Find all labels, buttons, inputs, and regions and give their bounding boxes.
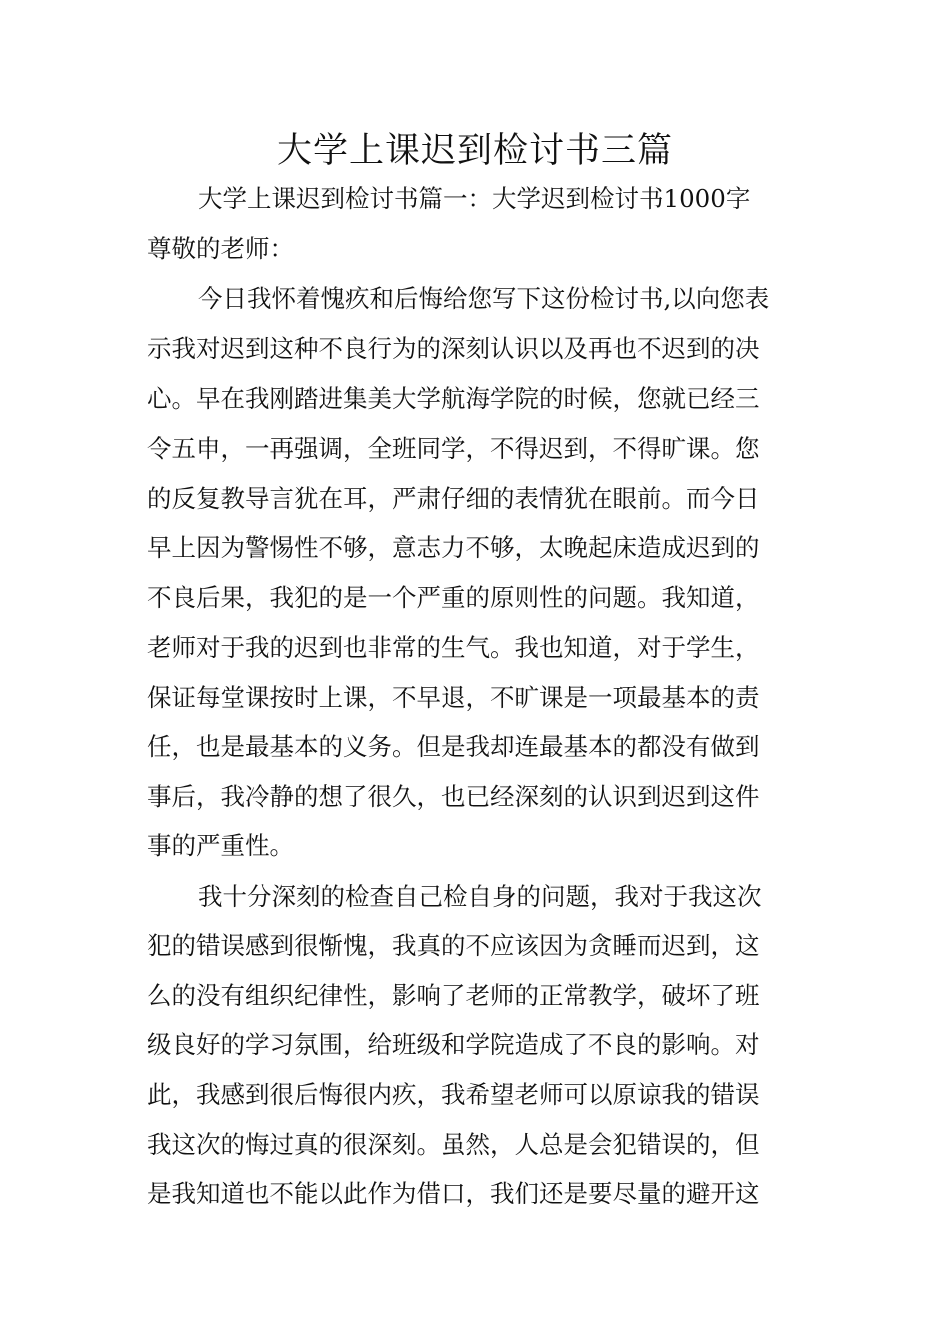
paragraph-line: 此，我感到很后悔很内疚，我希望老师可以原谅我的错误: [147, 1080, 760, 1109]
paragraph-line: 我十分深刻的检查自己检自身的问题，我对于我这次: [198, 882, 762, 911]
paragraph-line: 老师对于我的迟到也非常的生气。我也知道，对于学生，: [147, 633, 760, 662]
paragraph-line: 的反复教导言犹在耳，严肃仔细的表情犹在眼前。而今日: [147, 484, 760, 513]
document-title: 大学上课迟到检讨书三篇: [276, 131, 673, 171]
paragraph-line: 今日我怀着愧疚和后悔给您写下这份检讨书,以向您表: [198, 284, 770, 313]
paragraph-line: 犯的错误感到很惭愧，我真的不应该因为贪睡而迟到，这: [147, 931, 760, 960]
paragraph-line: 是我知道也不能以此作为借口，我们还是要尽量的避开这: [147, 1179, 760, 1208]
paragraph-line: 事的严重性。: [147, 831, 294, 860]
paragraph-line: 级良好的学习氛围，给班级和学院造成了不良的影响。对: [147, 1030, 760, 1059]
paragraph-line: 么的没有组织纪律性，影响了老师的正常教学，破坏了班: [147, 981, 760, 1010]
salutation: 尊敬的老师：: [147, 234, 294, 263]
paragraph-line: 我这次的悔过真的很深刻。虽然，人总是会犯错误的，但: [147, 1130, 760, 1159]
document-subtitle: 大学上课迟到检讨书篇一：大学迟到检讨书1000字: [198, 184, 751, 213]
paragraph-line: 心。早在我刚踏进集美大学航海学院的时候，您就已经三: [147, 384, 760, 413]
paragraph-line: 不良后果，我犯的是一个严重的原则性的问题。我知道，: [147, 583, 760, 612]
paragraph-line: 早上因为警惕性不够，意志力不够，太晚起床造成迟到的: [147, 533, 760, 562]
paragraph-line: 保证每堂课按时上课，不早退，不旷课是一项最基本的责: [147, 683, 760, 712]
paragraph-line: 任，也是最基本的义务。但是我却连最基本的都没有做到: [147, 732, 760, 761]
paragraph-line: 事后，我冷静的想了很久，也已经深刻的认识到迟到这件: [147, 782, 760, 811]
paragraph-line: 示我对迟到这种不良行为的深刻认识以及再也不迟到的决: [147, 334, 760, 363]
paragraph-line: 令五申，一再强调，全班同学，不得迟到，不得旷课。您: [147, 434, 760, 463]
